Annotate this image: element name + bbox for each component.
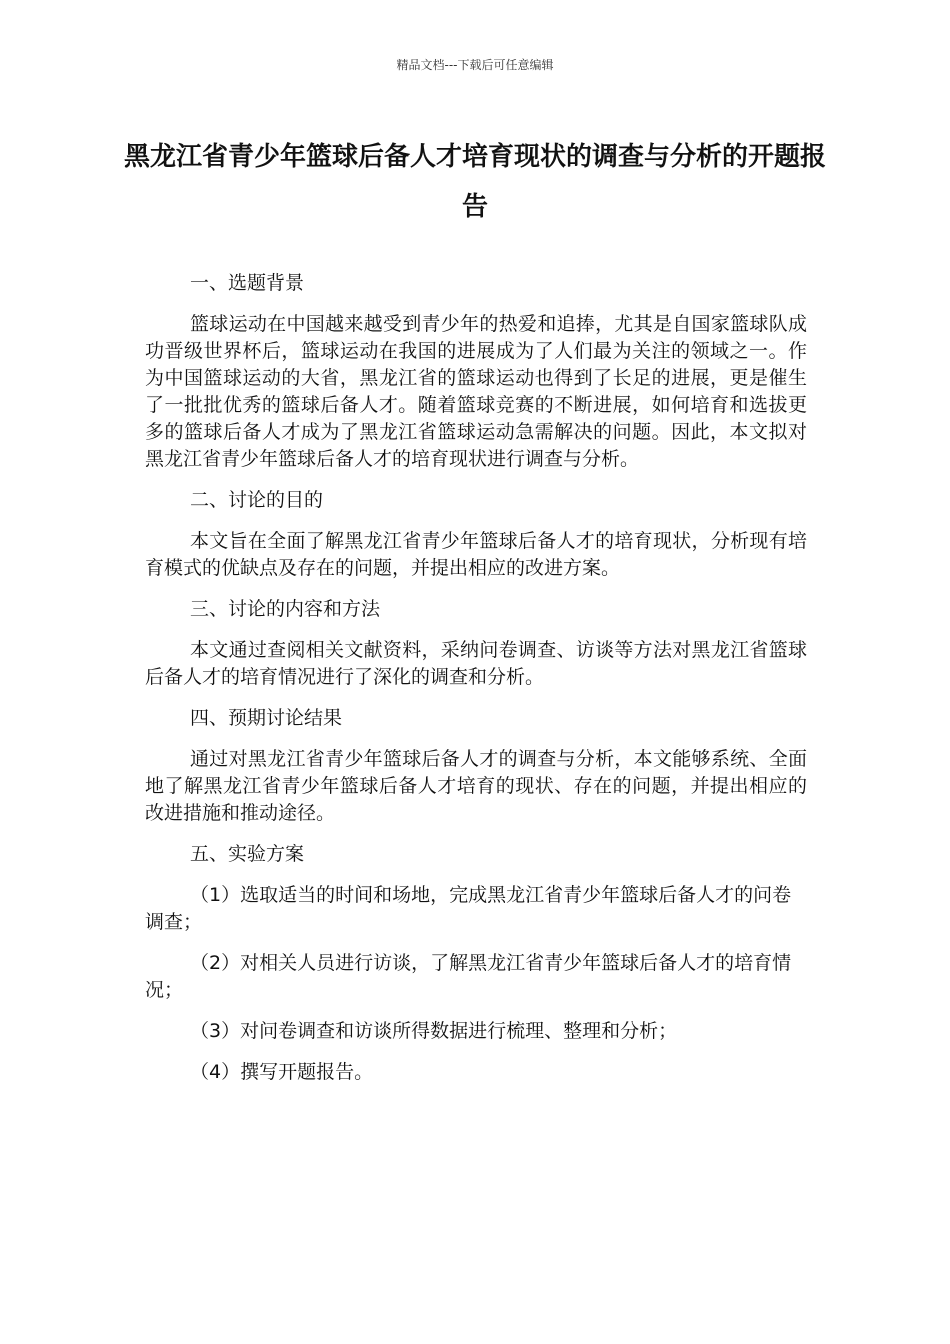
plan-item-1: （1）选取适当的时间和场地，完成黑龙江省青少年篮球后备人才的问卷调查；	[145, 884, 792, 933]
plan-item-2: （2）对相关人员进行访谈，了解黑龙江省青少年篮球后备人才的培育情况；	[145, 952, 792, 1001]
section-heading-content-method: 三、讨论的内容和方法	[190, 598, 381, 620]
document-title: 黑龙江省青少年篮球后备人才培育现状的调查与分析的开题报告	[123, 142, 826, 222]
paragraph-purpose: 本文旨在全面了解黑龙江省青少年篮球后备人才的培育现状，分析现有培育模式的优缺点及存在的问题，并提出相应的改进方案。	[145, 530, 807, 579]
paragraph-background: 篮球运动在中国越来越受到青少年的热爱和追捧，尤其是自国家篮球队成功晋级世界杯后，篮球运动在我国的进展成为了人们最为关注的领域之一。作为中国篮球运动的大省，黑龙江省的篮球运动也得到了长足的进展，更是催生了一批批优秀的篮球后备人才。随着篮球竞赛的不断进展，如何培育和选拔更多的篮球后备人才成为了黑龙江省篮球运动急需解决的问题。因此，本文拟对黑龙江省青少年篮球后备人才的培育现状进行调查与分析。	[145, 313, 807, 470]
section-heading-background: 一、选题背景	[190, 272, 305, 294]
paragraph-content-method: 本文通过查阅相关文献资料，采纳问卷调查、访谈等方法对黑龙江省篮球后备人才的培育情况进行了深化的调查和分析。	[145, 639, 807, 688]
document-body	[145, 270, 807, 1100]
section-heading-experiment-plan: 五、实验方案	[190, 843, 305, 865]
plan-item-3: （3）对问卷调查和访谈所得数据进行梳理、整理和分析；	[190, 1020, 678, 1042]
paragraph-expected-results: 通过对黑龙江省青少年篮球后备人才的调查与分析，本文能够系统、全面地了解黑龙江省青少年篮球后备人才培育的现状、存在的问题，并提出相应的改进措施和推动途径。	[145, 748, 807, 824]
plan-item-4: （4）撰写开题报告。	[190, 1061, 374, 1083]
section-heading-purpose: 二、讨论的目的	[190, 489, 324, 511]
section-heading-expected-results: 四、预期讨论结果	[190, 707, 343, 729]
header-note: 精品文档---下载后可任意编辑	[396, 58, 554, 72]
